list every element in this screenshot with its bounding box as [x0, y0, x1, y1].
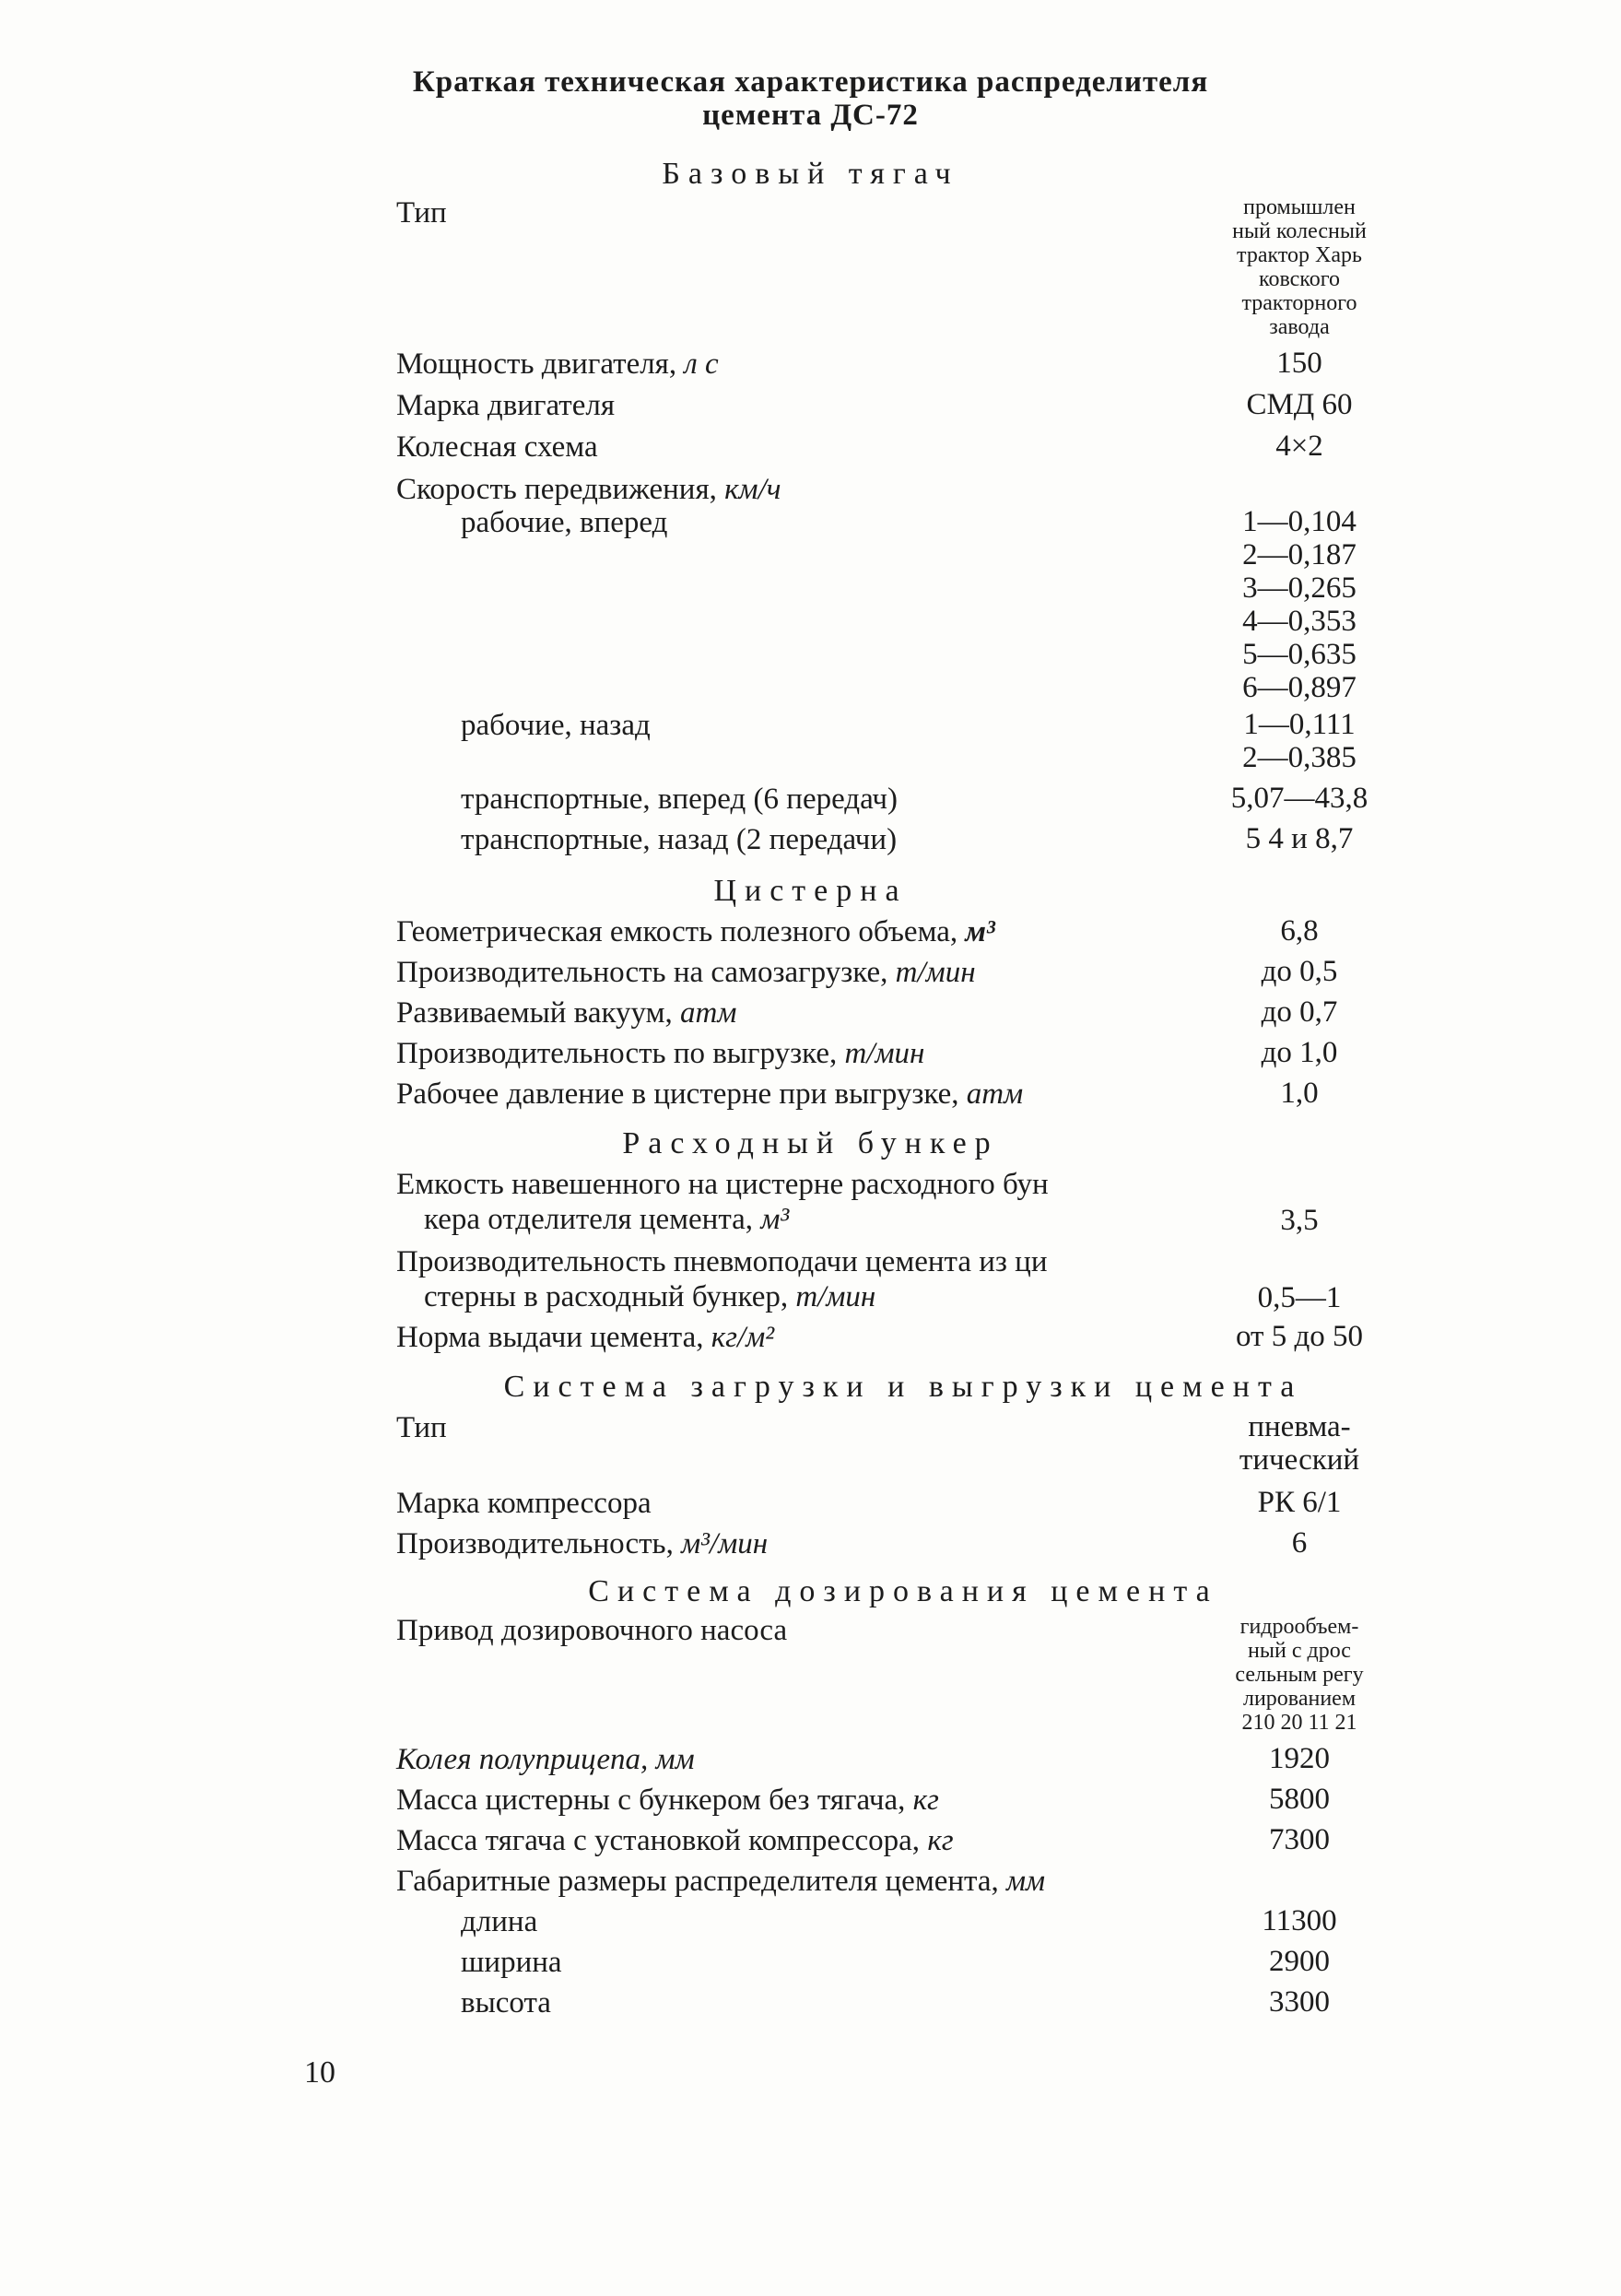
spec-label-unload-rate: Производительность по выгрузке, т/мин: [396, 1037, 925, 1070]
spec-label-loading-type: Тип: [396, 1411, 447, 1444]
spec-value-track: 1920: [1269, 1742, 1330, 1775]
spec-value-pump-drive: гидрообъем- ный с дрос сельным регу лированием 210 20 11 21: [1235, 1615, 1364, 1735]
spec-value-compressor-output: 6: [1291, 1526, 1308, 1560]
spec-value-loading-type: пневма- тический: [1239, 1410, 1360, 1477]
spec-label-width: ширина: [461, 1946, 562, 1979]
spec-label-vacuum: Развиваемый вакуум, атм: [396, 996, 737, 1030]
spec-value-wheel-scheme: 4×2: [1275, 430, 1323, 463]
spec-label-wheel-scheme: Колесная схема: [396, 430, 598, 464]
document-title-line-1: Краткая техническая характеристика распределителя: [412, 65, 1209, 99]
spec-label-compressor-output: Производительность, м³/мин: [396, 1527, 769, 1560]
section-heading-loading-system: Система загрузки и выгрузки цемента: [503, 1370, 1303, 1404]
spec-label-work-back: рабочие, назад: [461, 709, 651, 742]
spec-label-type: Тип: [396, 196, 447, 230]
section-heading-base-tractor: Базовый тягач: [662, 157, 959, 191]
section-heading-tank: Цистерна: [713, 874, 908, 908]
spec-label-cement-rate: Норма выдачи цемента, кг/м²: [396, 1321, 775, 1354]
spec-label-engine-brand: Марка двигателя: [396, 389, 615, 422]
spec-label-compressor: Марка компрессора: [396, 1487, 652, 1520]
spec-value-work-back: 1—0,111 2—0,385: [1242, 708, 1357, 774]
section-heading-hopper: Расходный бункер: [622, 1126, 999, 1160]
spec-value-vacuum: до 0,7: [1261, 995, 1338, 1029]
spec-label-pump-drive: Привод дозировочного насоса: [396, 1614, 788, 1647]
document-title-line-2: цемента ДС-72: [702, 99, 919, 132]
spec-label-hopper-capacity-line-2: кера отделителя цемента, м³: [424, 1203, 790, 1236]
spec-value-tank-capacity: 6,8: [1280, 914, 1319, 948]
spec-label-work-forward: рабочие, вперед: [461, 506, 668, 539]
spec-label-length: длина: [461, 1905, 538, 1938]
spec-value-engine-power: 150: [1276, 347, 1322, 380]
spec-label-self-loading: Производительность на самозагрузке, т/мин: [396, 956, 976, 989]
spec-label-feed-rate-line-1: Производительность пневмоподачи цемента из ци: [396, 1245, 1048, 1278]
spec-label-dimensions: Габаритные размеры распределителя цемента, мм: [396, 1865, 1046, 1898]
spec-label-transport-forward: транспортные, вперед (6 передач): [461, 783, 899, 816]
spec-value-cement-rate: от 5 до 50: [1235, 1320, 1364, 1353]
spec-value-transport-back: 5 4 и 8,7: [1245, 822, 1354, 855]
spec-value-type: промышлен ный колесный трактор Харь ковского тракторного завода: [1232, 195, 1367, 339]
spec-value-work-forward: 1—0,104 2—0,187 3—0,265 4—0,353 5—0,635 6—0,897: [1242, 505, 1357, 704]
spec-label-hopper-capacity-line-1: Емкость навешенного на цистерне расходного бун: [396, 1168, 1049, 1201]
spec-value-transport-forward: 5,07—43,8: [1230, 782, 1368, 815]
spec-label-transport-back: транспортные, назад (2 передачи): [461, 823, 898, 856]
spec-value-tank-mass: 5800: [1269, 1783, 1330, 1816]
spec-label-tank-capacity: Геометрическая емкость полезного объема, м³: [396, 915, 995, 948]
spec-value-self-loading: до 0,5: [1261, 955, 1338, 988]
spec-label-work-pressure: Рабочее давление в цистерне при выгрузке, атм: [396, 1077, 1024, 1111]
spec-value-height: 3300: [1269, 1985, 1330, 2019]
spec-value-compressor: РК 6/1: [1257, 1486, 1342, 1519]
spec-value-tractor-mass: 7300: [1269, 1823, 1330, 1856]
spec-label-feed-rate-line-2: стерны в расходный бункер, т/мин: [424, 1280, 876, 1313]
spec-value-hopper-capacity: 3,5: [1280, 1204, 1319, 1237]
spec-value-engine-brand: СМД 60: [1246, 388, 1353, 421]
spec-label-tractor-mass: Масса тягача с установкой компрессора, кг: [396, 1824, 954, 1857]
spec-value-feed-rate: 0,5—1: [1257, 1281, 1342, 1314]
spec-label-track: Колея полуприцепа, мм: [396, 1743, 695, 1776]
spec-label-tank-mass: Масса цистерны с бункером без тягача, кг: [396, 1784, 939, 1817]
spec-label-engine-power: Мощность двигателя, л с: [396, 347, 719, 381]
spec-value-width: 2900: [1269, 1945, 1330, 1978]
spec-value-length: 11300: [1262, 1904, 1337, 1937]
spec-value-unload-rate: до 1,0: [1261, 1036, 1338, 1069]
page-number: 10: [304, 2055, 335, 2090]
spec-label-height: высота: [461, 1986, 551, 2019]
spec-value-work-pressure: 1,0: [1280, 1077, 1319, 1110]
spec-label-speed: Скорость передвижения, км/ч: [396, 473, 781, 506]
section-heading-dosing-system: Система дозирования цемента: [588, 1574, 1218, 1608]
